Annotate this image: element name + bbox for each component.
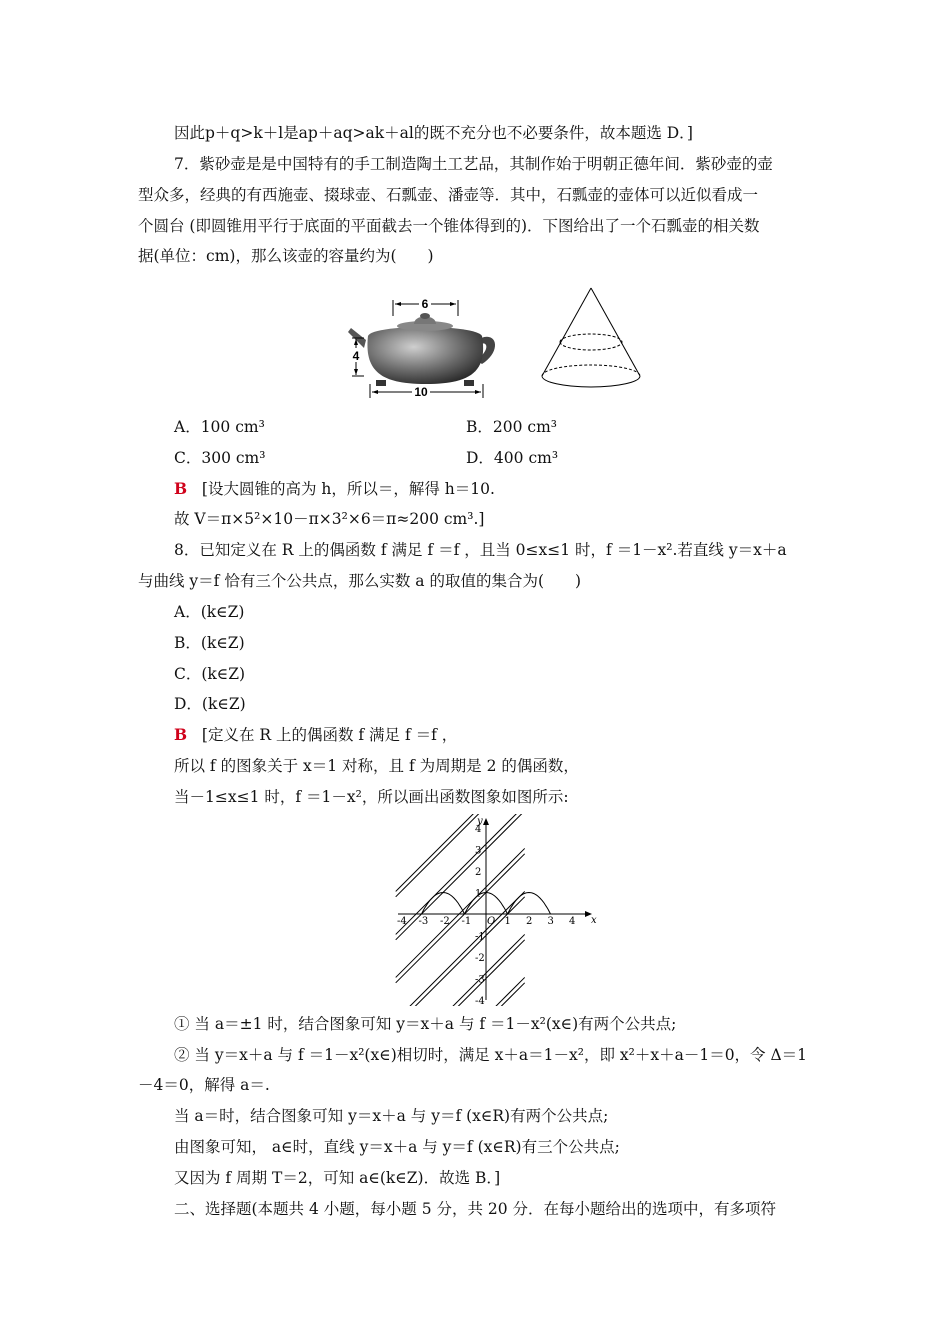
x-tick-label: 2 — [526, 916, 533, 927]
teapot-bottom-dim: 10 — [414, 385, 428, 399]
q7-line-d: 据(单位：cm)，那么该壶的容量约为( ) — [138, 247, 434, 265]
q7-option-b: B．200 cm³ — [466, 418, 557, 436]
q7-option-a: A．100 cm³ — [174, 418, 265, 436]
x-tick-label: 3 — [547, 916, 554, 927]
section-2-heading: 二、选择题(本题共 4 小题，每小题 5 分，共 20 分．在每小题给出的选项中，有多项符 — [174, 1200, 777, 1218]
q7-answer-line-1 — [174, 478, 495, 500]
q8-answer-tag: B — [174, 725, 188, 744]
y-tick-label: -4 — [475, 996, 485, 1006]
y-tick-label: -2 — [475, 953, 485, 964]
q7-line-c: 个圆台 (即圆锥用平行于底面的平面截去一个锥体得到的)．下图给出了一个石瓢壶的相关数 — [138, 217, 760, 235]
q8-option-d: D．(k∈Z) — [174, 695, 246, 713]
q8-answer-line-1 — [174, 724, 457, 746]
line-y-eq-x-plus-a — [396, 888, 525, 1006]
line-y-eq-x-plus-a — [396, 931, 525, 1006]
cone-figure — [538, 286, 644, 390]
q8-option-c: C．(k∈Z) — [174, 665, 246, 683]
q7-line-b: 型众多，经典的有西施壶、掇球壶、石瓢壶、潘壶等．其中，石瓢壶的壶体可以近似看成一 — [138, 186, 759, 204]
solution-line-1: ① 当 a＝±1 时，结合图象可知 y＝x＋a 与 f ＝1－x²(x∈)有两个公共点; — [174, 1015, 677, 1033]
y-tick-label: 4 — [475, 824, 482, 835]
teapot-height-dim: 4 — [352, 349, 360, 363]
line-y-eq-x-plus-a — [396, 814, 525, 891]
solution-line-2a: ② 当 y＝x＋a 与 f ＝1－x²(x∈)相切时，满足 x＋a＝1－x²，即 x²＋x＋a－1＝0，令 Δ＝1 — [174, 1046, 808, 1064]
x-tick-label: -3 — [418, 916, 429, 927]
q7-answer-tag: B — [174, 479, 188, 498]
origin-label: O — [487, 916, 496, 927]
y-tick-label: 2 — [475, 867, 482, 878]
teapot-top-dim: 6 — [421, 297, 429, 311]
q8-line-b: 与曲线 y＝f 恰有三个公共点，那么实数 a 的取值的集合为( ) — [138, 572, 582, 590]
x-tick-label: -2 — [440, 916, 450, 927]
q8-option-a: A．(k∈Z) — [174, 603, 245, 621]
text-line-1: 因此p＋q>k＋l是ap＋aq>ak＋al的既不充分也不必要条件，故本题选 D．] — [174, 124, 693, 142]
solution-line-3: 当 a＝时，结合图象可知 y＝x＋a 与 y＝f (x∈R)有两个公共点; — [174, 1107, 609, 1125]
y-tick-label: 1 — [475, 888, 482, 900]
q8-answer-text: [定义在 R 上的偶函数 f 满足 f ＝f ， — [201, 726, 458, 744]
q8-answer-line-2: 所以 f 的图象关于 x＝1 对称，且 f 为周期是 2 的偶函数， — [174, 757, 579, 775]
q7-answer-line-2: 故 V＝π×5²×10－π×3²×6＝π≈200 cm³.] — [174, 510, 485, 528]
q7-answer-text: [设大圆锥的高为 h，所以＝，解得 h＝10. — [201, 480, 495, 498]
y-tick-label: -3 — [475, 974, 485, 986]
q7-line-a: 7．紫砂壶是是中国特有的手工制造陶土工艺品，其制作始于明朝正德年间．紫砂壶的壶 — [174, 155, 773, 173]
curve-arch — [422, 893, 465, 915]
y-tick-label: 3 — [475, 845, 482, 857]
q7-option-d: D．400 cm³ — [466, 449, 559, 467]
y-tick-label: -1 — [475, 931, 485, 943]
line-y-eq-x-plus-a — [396, 845, 525, 977]
x-axis-label: x — [591, 915, 597, 926]
x-tick-label: -1 — [461, 916, 472, 927]
q8-option-b: B．(k∈Z) — [174, 634, 245, 652]
solution-line-2b: －4＝0，解得 a＝. — [138, 1076, 270, 1094]
x-tick-label: -4 — [397, 916, 407, 927]
q7-option-c: C．300 cm³ — [174, 449, 266, 467]
line-y-eq-x-plus-a — [396, 983, 525, 1006]
y-axis-label: y — [477, 816, 483, 827]
function-graph — [392, 814, 602, 1006]
q8-line-a: 8．已知定义在 R 上的偶函数 f 满足 f ＝f ，且当 0≤x≤1 时，f ＝1－x².若直线 y＝x＋a — [174, 541, 787, 559]
x-tick-label: 4 — [569, 916, 576, 927]
solution-line-5: 又因为 f 周期 T＝2，可知 a∈(k∈Z)．故选 B．] — [174, 1169, 501, 1187]
q8-answer-line-3: 当－1≤x≤1 时，f ＝1－x²，所以画出函数图象如图所示: — [174, 788, 569, 806]
teapot-figure — [346, 292, 506, 404]
curve-arch — [508, 893, 551, 915]
x-tick-label: 1 — [504, 916, 511, 927]
solution-line-4: 由图象可知， a∈时，直线 y＝x＋a 与 y＝f (x∈R)有三个公共点; — [174, 1138, 620, 1156]
